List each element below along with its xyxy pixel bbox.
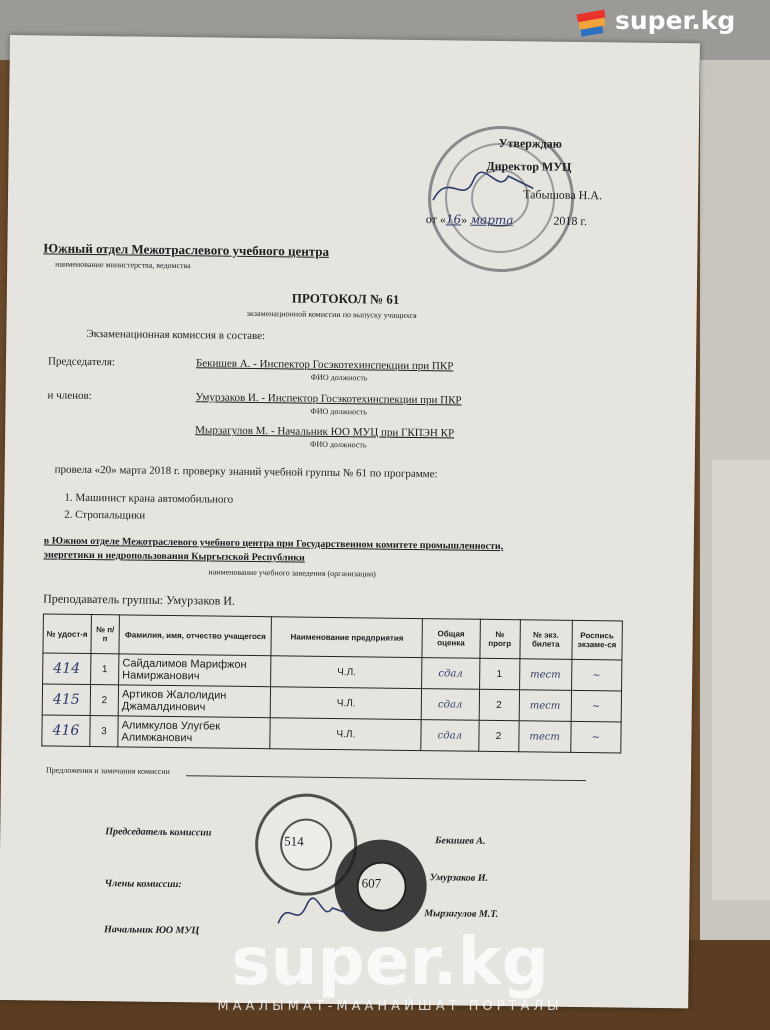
header-grade: Общая оценка	[422, 619, 480, 659]
header-ticket: № экз. билета	[520, 620, 572, 660]
sig-members-label: Члены комиссии:	[104, 878, 182, 891]
protocol-document	[0, 35, 700, 1008]
header-signature: Роспись экзаме-ся	[572, 620, 623, 660]
institution-caption: наименование учебного заведения (организации)	[208, 567, 376, 579]
sig-head-name: Мырзагулов М.Т.	[424, 908, 499, 921]
org-cell: Ч.Л.	[270, 718, 421, 751]
chair-fio-caption: ФИО должность	[310, 372, 368, 383]
sig-head-label: Начальник ЮО МУЦ	[104, 924, 200, 937]
member2-value: Мырзагулов М. - Начальник ЮО МУЦ при ГКПЭН КР	[195, 424, 455, 440]
ticket-cell: тест	[519, 659, 571, 691]
table-row	[42, 715, 621, 753]
cert-cell: 414	[43, 653, 91, 685]
signature-cell: ~	[571, 659, 622, 691]
members-label: и членов:	[47, 389, 92, 403]
program-cell: 2	[479, 689, 520, 720]
chair-value: Бекишев А. - Инспектор Госэкотехинспекции при ПКР	[195, 357, 454, 373]
header-program: № прогр	[479, 619, 520, 658]
org-cell: Ч.Л.	[271, 656, 422, 689]
director-label: Директор МУЦ	[486, 158, 572, 174]
program-cell: 1	[479, 658, 520, 689]
number-cell: 2	[90, 685, 118, 716]
sig-member-name: Умурзаков И.	[429, 872, 489, 884]
director-signature	[428, 165, 539, 211]
sig-chair-name: Бекишев А.	[435, 835, 486, 847]
organization-caption: наименование министерства, ведомства	[55, 259, 191, 271]
approve-label: Утверждаю	[498, 135, 562, 151]
teacher-line: Преподаватель группы: Умурзаков И.	[43, 591, 236, 608]
header-cert: № удост-я	[43, 614, 91, 654]
header-name: Фамилия, имя, отчество учащегося	[119, 615, 272, 656]
protocol-title: ПРОТОКОЛ № 61	[291, 290, 400, 307]
students-table	[41, 613, 623, 753]
watermark-subtext: МААЛЫМАТ-МААНАЙШАТ ПОРТАЛЫ	[217, 999, 563, 1014]
super-kg-logo	[575, 6, 760, 40]
remarks-label: Предложения и замечания комиссии	[45, 765, 170, 777]
background-card	[712, 460, 770, 900]
cert-cell: 416	[42, 715, 90, 747]
logo-text: super.kg	[615, 6, 736, 35]
program-2: 2. Стропальщики	[64, 508, 146, 522]
number-cell: 1	[91, 654, 119, 685]
organization-name: Южный отдел Межотраслевого учебного центра	[43, 240, 330, 259]
name-cell: Артиков Жалолидин Джамалдинович	[118, 685, 271, 718]
header-org: Наименование предприятия	[271, 617, 422, 658]
exam-statement: провела «20» марта 2018 г. проверку знаний учебной группы № 61 по программе:	[54, 463, 438, 481]
signature-cell: ~	[571, 690, 622, 722]
director-name: Табышова Н.А.	[523, 187, 603, 203]
header-number: № п/п	[91, 615, 120, 654]
member1-value: Умурзаков И. - Инспектор Госэкотехинспекции при ПКР	[195, 391, 462, 407]
signature-cell: ~	[570, 721, 621, 753]
institution-line-2: энергетики и недропользования Кыргызской Республики	[43, 549, 305, 564]
number-cell: 3	[90, 716, 118, 747]
stamp-number-607: 607	[361, 875, 382, 891]
name-cell: Алимкулов Улугбек Алимжанович	[118, 716, 271, 749]
chair-label: Председателя:	[47, 355, 116, 369]
watermark	[200, 925, 580, 1014]
approval-date: от «16» марта 2018 г.	[425, 212, 588, 229]
org-cell: Ч.Л.	[271, 687, 422, 720]
member2-fio-caption: ФИО должность	[309, 439, 367, 450]
ticket-cell: тест	[519, 690, 571, 722]
cert-cell: 415	[42, 684, 90, 716]
ticket-cell: тест	[519, 721, 571, 753]
watermark-text: super.kg	[231, 923, 549, 1000]
program-cell: 2	[478, 720, 519, 751]
grade-cell: сдал	[421, 689, 479, 721]
commission-intro: Экзаменационная комиссия в составе:	[86, 327, 266, 343]
protocol-subtitle: экзаменационной комиссии по выпуску учащихся	[246, 308, 417, 320]
logo-icon	[575, 8, 609, 38]
remarks-line	[186, 775, 586, 781]
member1-fio-caption: ФИО должность	[310, 406, 368, 417]
program-1: 1. Машинист крана автомобильного	[64, 491, 234, 506]
grade-cell: сдал	[422, 658, 480, 690]
grade-cell: сдал	[421, 720, 479, 752]
sig-chair-label: Председатель комиссии	[105, 826, 212, 839]
name-cell: Сайдалимов Марифжон Намиржанович	[119, 654, 272, 687]
institution-line-1: в Южном отделе Межотраслевого учебного центра при Государственном комитете промышленности,	[43, 535, 504, 553]
stamp-number-514: 514	[284, 833, 304, 849]
